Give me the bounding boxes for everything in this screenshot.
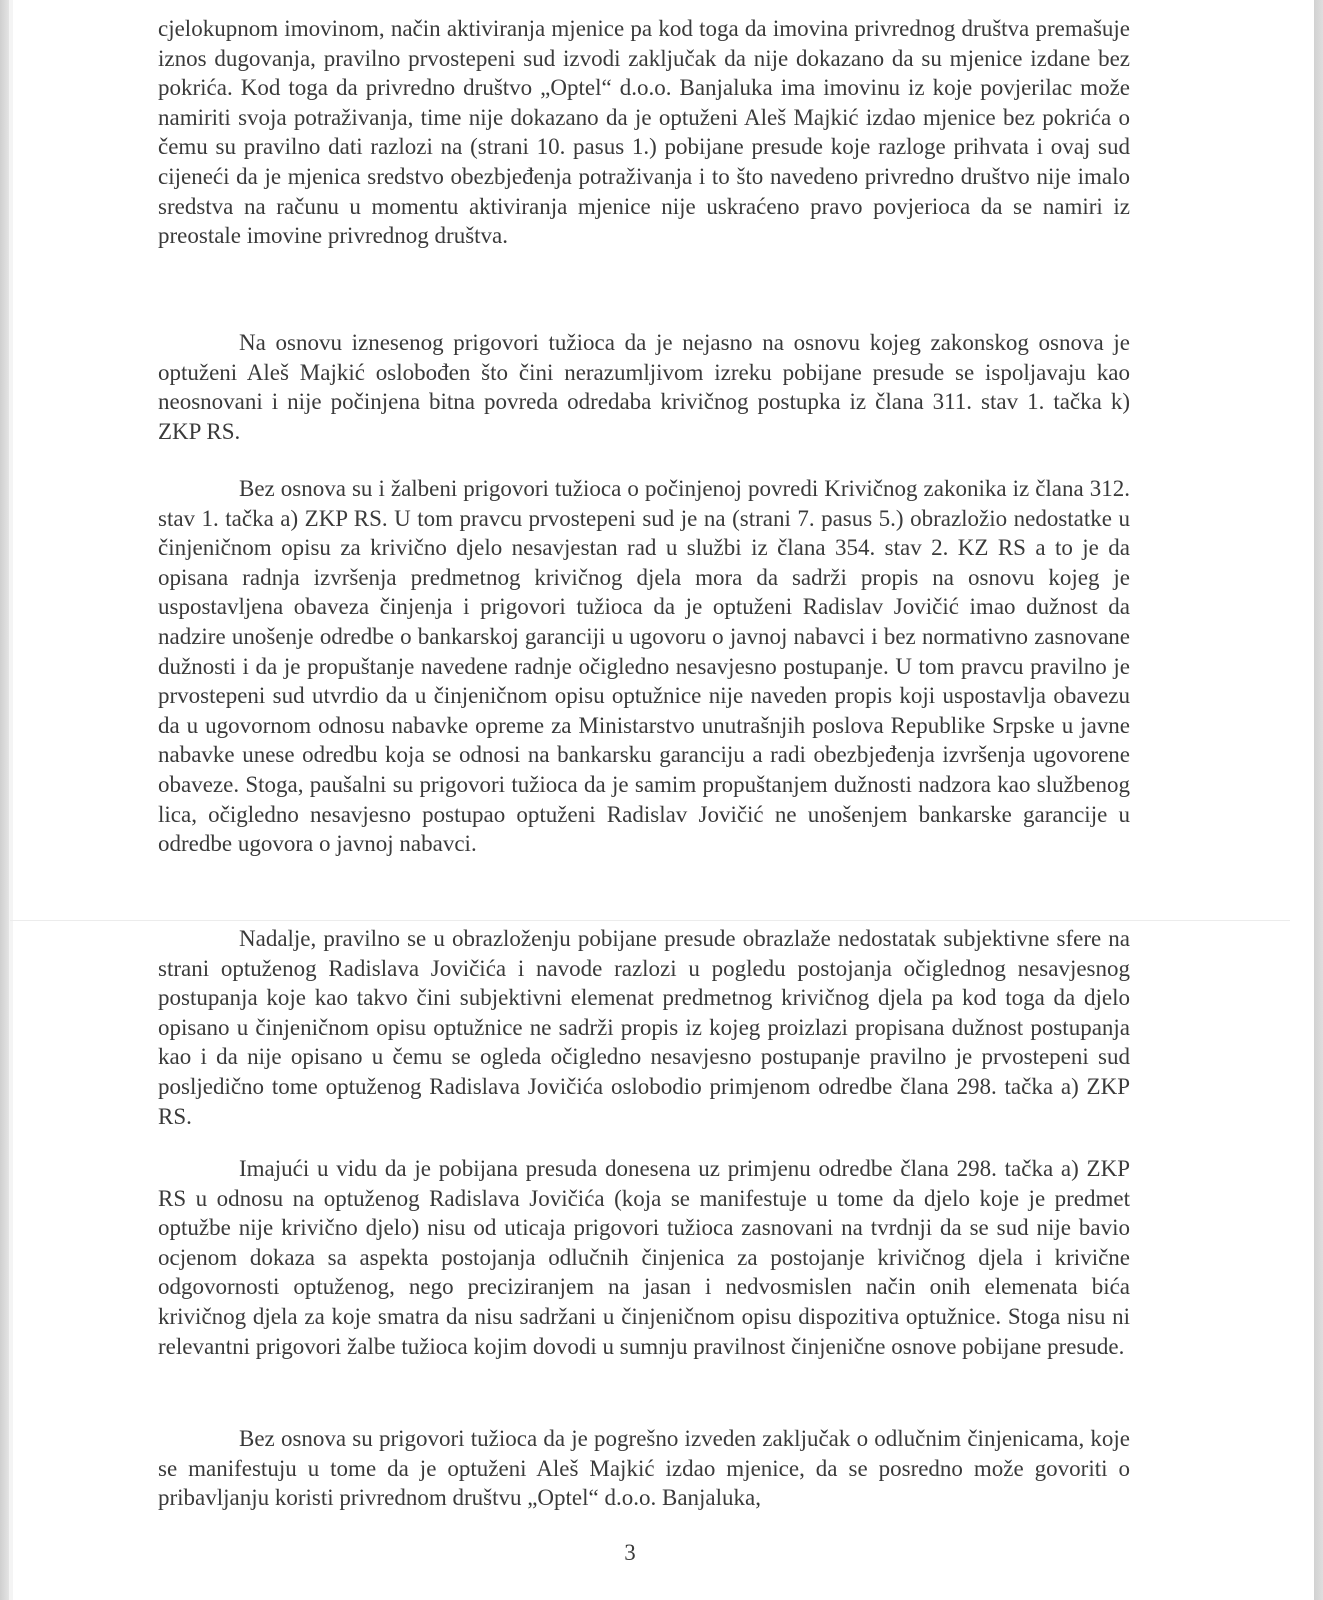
paragraph-5: Imajući u vidu da je pobijana presuda donesena uz primjenu odredbe člana 298. tačka a) ZKP RS u odnosu na optuženog Radislava Jovičića (koja se manifestuje u tome da djelo koje je predmet optužbe nije krivično djelo) nisu od uticaja prigovori tužioca zasnovani na tvrdnji da se sud nije bavio ocjenom dokaza sa aspekta postojanja odlučnih činjenica za postojanje krivičnog djela i krivične odgovornosti optuženog, nego preciziranjem na jasan i nedvosmislen način onih elemenata bića krivičnog djela za koje smatra da nisu sadržani u činjeničnom opisu dispozitiva optužnice. Stoga nisu ni relevantni prigovori žalbe tužioca kojim dovodi u sumnju pravilnost činjenične osnove pobijane presude.	[158, 1156, 1130, 1359]
paragraph-1: cjelokupnom imovinom, način aktiviranja mjenice pa kod toga da imovina privrednog društva premašuje iznos dugovanja, pravilno prvostepeni sud izvodi zaključak da nije dokazano da su mjenice izdane bez pokrića. Kod toga da privredno društvo „Optel“ d.o.o. Banjaluka ima imovinu iz koje povjerilac može namiriti svoja potraživanja, time nije dokazano da je optuženi Aleš Majkić izdao mjenice bez pokrića o čemu su pravilno dati razlozi na (strani 10. pasus 1.) pobijane presude koje razloge prihvata i ovaj sud cijeneći da je mjenica sredstvo obezbjeđenja potraživanja i to što navedeno privredno društvo nije imalo sredstva na računu u momentu aktiviranja mjenice nije uskraćeno pravo povjerioca da se namiri iz preostale imovine privrednog društva.	[158, 16, 1130, 249]
paragraph-4: Nadalje, pravilno se u obrazloženju pobijane presude obrazlaže nedostatak subjektivne sfere na strani optuženog Radislava Jovičića i navode razlozi u pogledu postojanja očiglednog nesavjesnog postupanja koje kao takvo čini subjektivni elemenat predmetnog krivičnog djela pa kod toga da djelo opisano u činjeničnom opisu optužnice ne sadrži propis iz kojeg proizlazi propisana dužnost postupanja kao i da nije opisano u čemu se ogleda očigledno nesavjesno postupanje pravilno je prvostepeni sud posljedično tome optuženog Radislava Jovičića oslobodio primjenom odredbe člana 298. tačka a) ZKP RS.	[158, 926, 1130, 1129]
paragraph-6: Bez osnova su prigovori tužioca da je pogrešno izveden zaključak o odlučnim činjenicama, koje se manifestuju u tome da je optuženi Aleš Majkić izdao mjenice, da se posredno može govoriti o pribavljanju koristi privrednom društvu „Optel“ d.o.o. Banjaluka,	[158, 1426, 1130, 1511]
scan-seam-divider	[10, 920, 1290, 921]
paragraph-3: Bez osnova su i žalbeni prigovori tužioca o počinjenoj povredi Krivičnog zakonika iz člana 312. stav 1. tačka a) ZKP RS. U tom pravcu prvostepeni sud je na (strani 7. pasus 5.) obrazložio nedostatke u činjeničnom opisu za krivično djelo nesavjestan rad u službi iz člana 354. stav 2. KZ RS a to je da opisana radnja izvršenja predmetnog krivičnog djela mora da sadrži propis na osnovu kojeg je uspostavljena obaveza činjenja i prigovori tužioca da je optuženi Radislav Jovičić imao dužnost da nadzire unošenje odredbe o bankarskoj garanciji u ugovoru o javnoj nabavci i bez normativno zasnovane dužnosti i da je propuštanje navedene radnje očigledno nesavjesno postupanje. U tom pravcu pravilno je prvostepeni sud utvrdio da u činjeničnom opisu optužnice nije naveden propis koji uspostavlja obavezu da u ugovornom odnosu nabavke opreme za Ministarstvo unutrašnjih poslova Republike Srpske u javne nabavke unese odredbu koja se odnosi na bankarsku garanciju a radi obezbjeđenja izvršenja ugovorene obaveze. Stoga, paušalni su prigovori tužioca da je samim propuštanjem dužnosti nadzora kao službenog lica, očigledno nesavjesno postupao optuženi Radislav Jovičić ne unošenjem bankarske garancije u odredbe ugovora o javnoj nabavci.	[158, 476, 1130, 857]
page-number: 3	[624, 1540, 636, 1565]
paragraph-2: Na osnovu iznesenog prigovori tužioca da je nejasno na osnovu kojeg zakonskog osnova je optuženi Aleš Majkić oslobođen što čini nerazumljivom izreku pobijane presude se ispoljavaju kao neosnovani i nije počinjena bitna povreda odredaba krivičnog postupka iz člana 311. stav 1. tačka k) ZKP RS.	[158, 330, 1130, 444]
page-edge-left	[0, 0, 9, 1600]
page-edge-left-highlight	[9, 0, 13, 1600]
page-edge-right	[1314, 0, 1323, 1600]
